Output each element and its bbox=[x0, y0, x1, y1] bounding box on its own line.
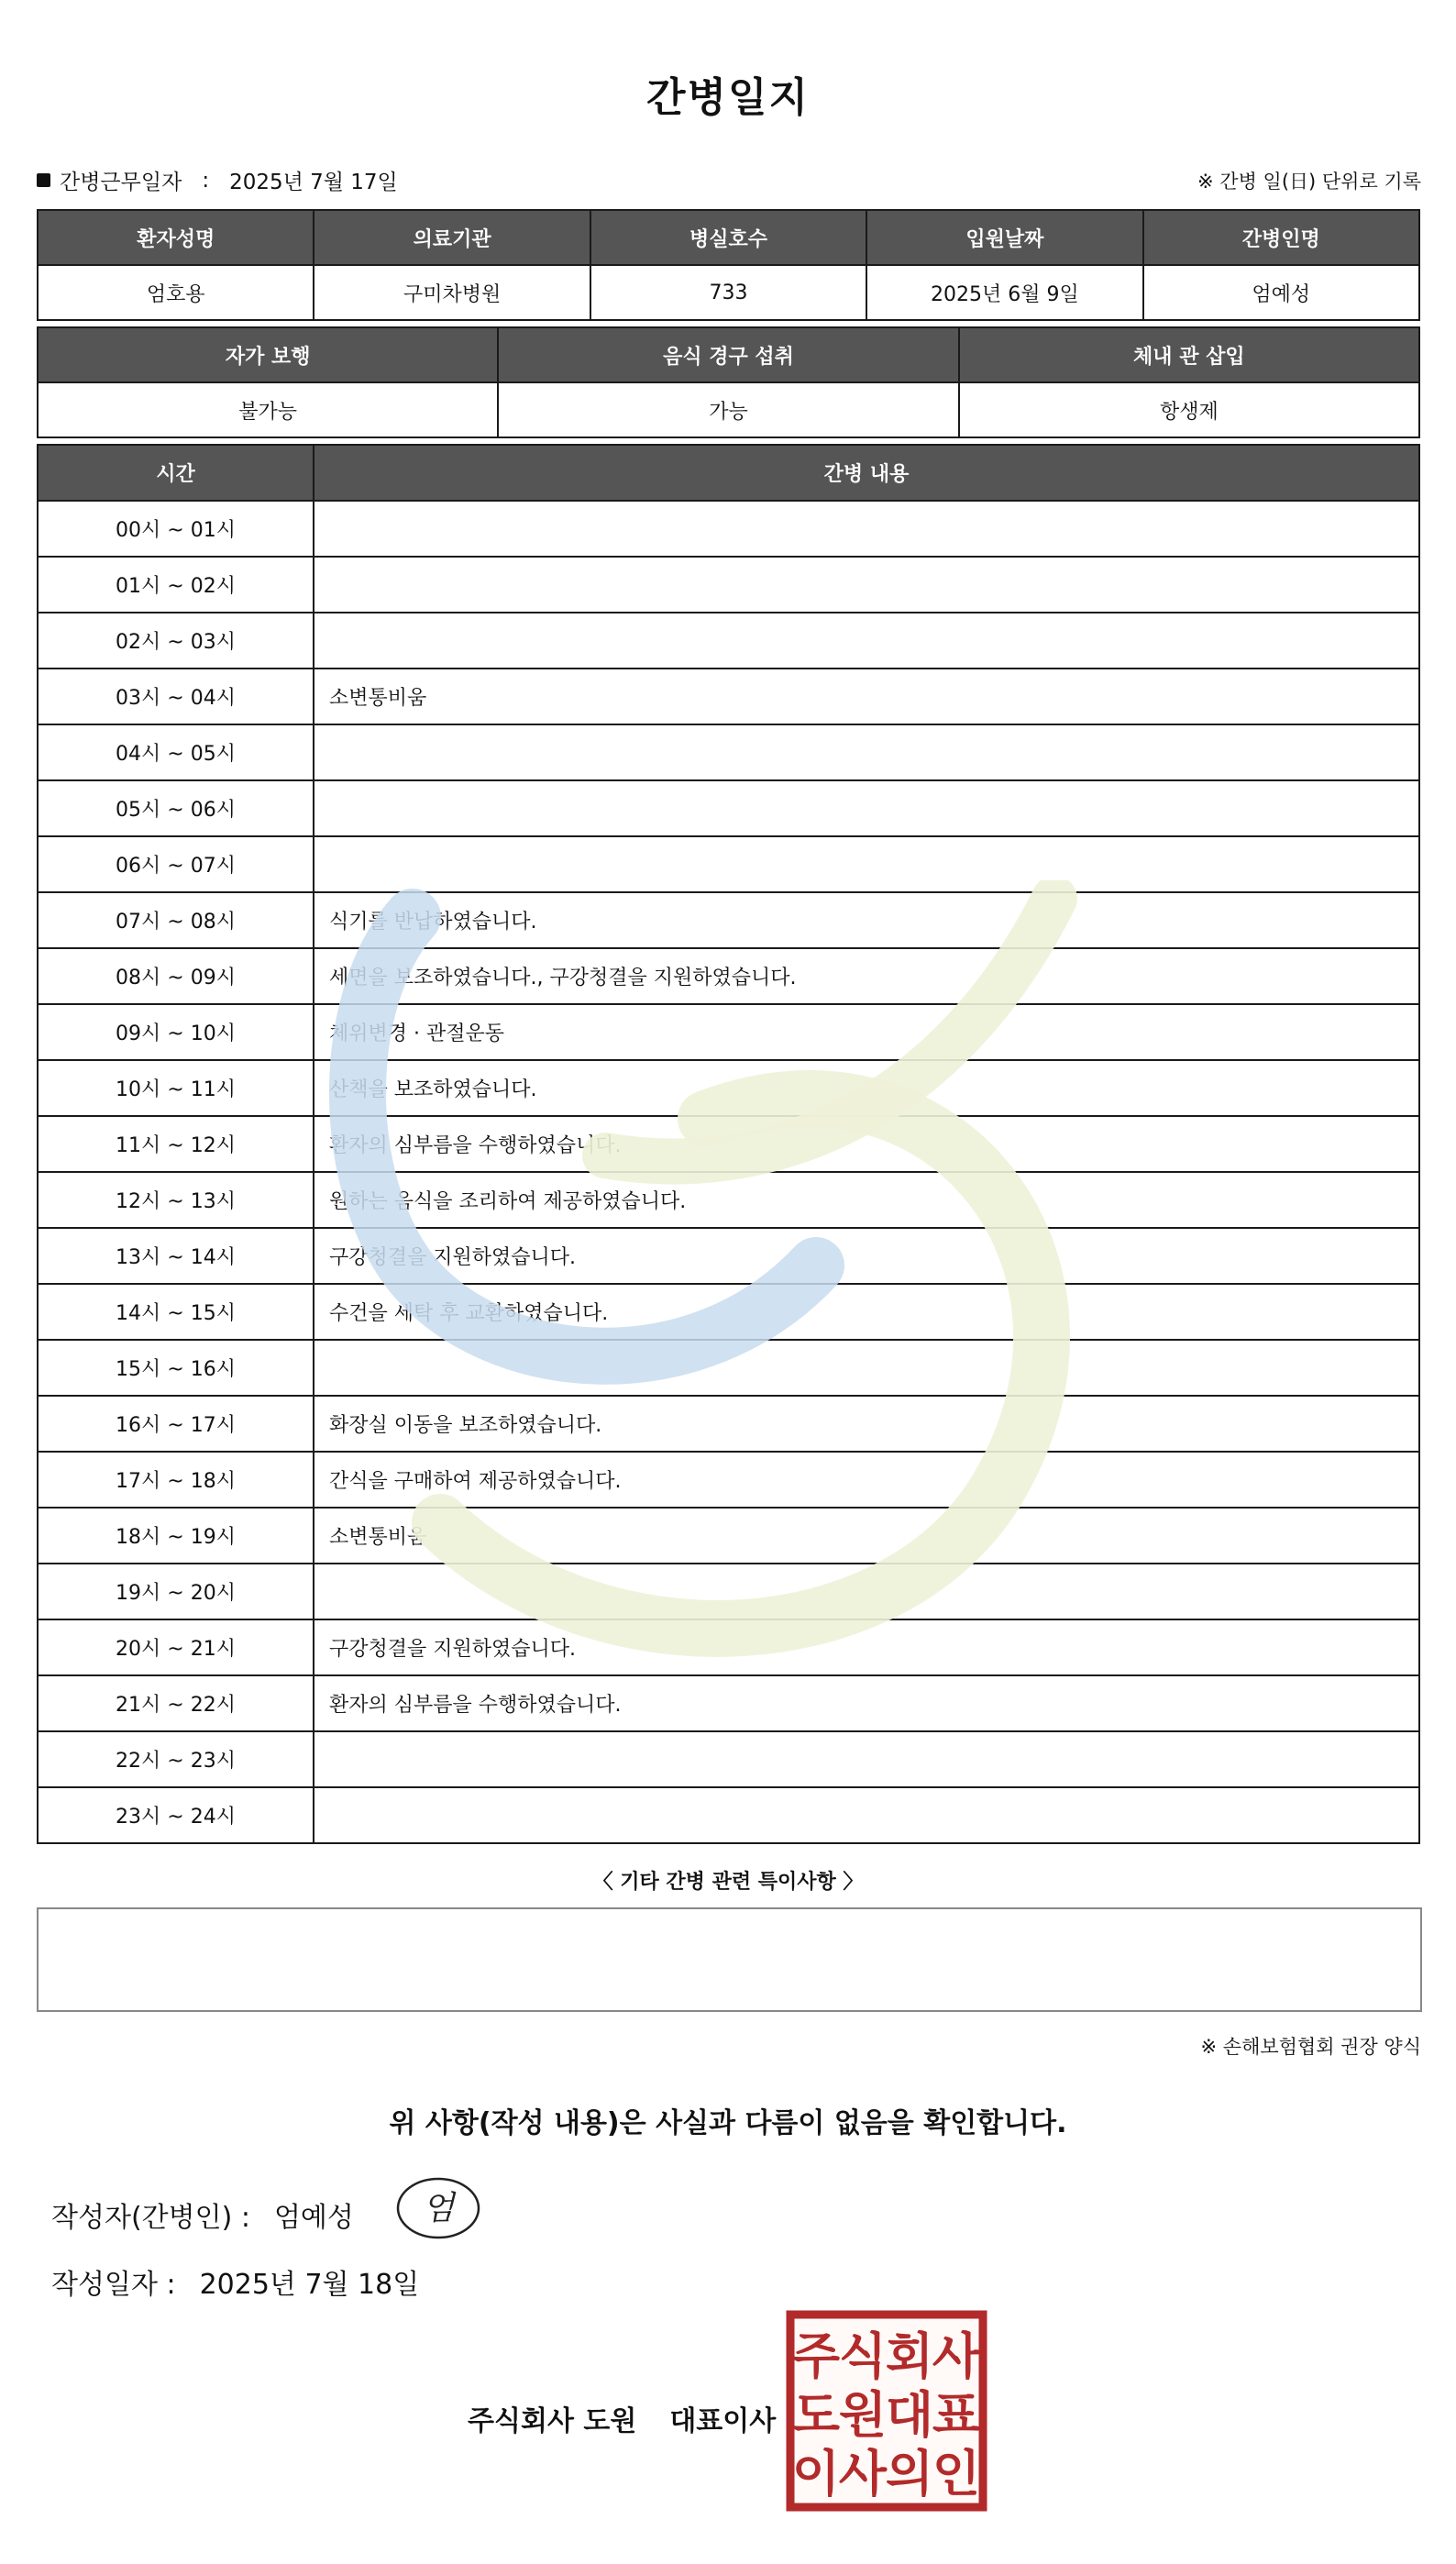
seal-character: 원 bbox=[838, 2386, 888, 2444]
table-row bbox=[38, 1731, 1419, 1787]
work-date-label: 간병근무일자 bbox=[60, 171, 182, 194]
care-content-cell bbox=[314, 613, 1419, 669]
time-cell: 06시 ~ 07시 bbox=[38, 836, 314, 892]
svg-text:엄: 엄 bbox=[422, 2190, 455, 2227]
time-cell: 22시 ~ 23시 bbox=[38, 1731, 314, 1787]
table-row bbox=[38, 1340, 1419, 1396]
table-row bbox=[38, 1116, 1419, 1172]
form-note: ※ 손해보험협회 권장 양식 bbox=[1200, 2036, 1421, 2058]
care-content-cell bbox=[314, 1564, 1419, 1619]
table-row bbox=[38, 1228, 1419, 1284]
care-content-cell: 구강청결을 지원하였습니다. bbox=[314, 1228, 1419, 1284]
tube-status: 항생제 bbox=[959, 382, 1419, 437]
seal-character: 의 bbox=[885, 2445, 934, 2503]
time-cell: 02시 ~ 03시 bbox=[38, 613, 314, 669]
table-row bbox=[38, 613, 1419, 669]
time-cell: 23시 ~ 24시 bbox=[38, 1787, 314, 1843]
company-line bbox=[468, 2398, 776, 2438]
work-date-colon: : bbox=[202, 168, 210, 193]
time-cell: 11시 ~ 12시 bbox=[38, 1116, 314, 1172]
time-cell: 19시 ~ 20시 bbox=[38, 1564, 314, 1619]
table-row bbox=[38, 265, 1419, 320]
writer-name: 엄예성 bbox=[273, 2202, 354, 2234]
table-row bbox=[38, 557, 1419, 613]
care-content-cell bbox=[314, 780, 1419, 836]
handwritten-signature bbox=[392, 2172, 493, 2245]
care-content-cell: 구강청결을 지원하였습니다. bbox=[314, 1619, 1419, 1675]
table-row bbox=[38, 1675, 1419, 1731]
header-room: 병실호수 bbox=[590, 210, 866, 265]
time-cell: 10시 ~ 11시 bbox=[38, 1060, 314, 1116]
writer-label: 작성자(간병인) : bbox=[51, 2202, 250, 2234]
time-cell: 17시 ~ 18시 bbox=[38, 1452, 314, 1508]
seal-character: 대 bbox=[885, 2386, 934, 2444]
table-row bbox=[38, 1060, 1419, 1116]
header-walking: 자가 보행 bbox=[38, 327, 498, 382]
written-date-line bbox=[51, 2261, 419, 2302]
header-hospital: 의료기관 bbox=[314, 210, 590, 265]
care-content-cell bbox=[314, 557, 1419, 613]
care-content-cell bbox=[314, 1787, 1419, 1843]
special-notes-title: 〈 기타 간병 관련 특이사항 〉 bbox=[592, 1871, 864, 1894]
table-row bbox=[38, 1564, 1419, 1619]
header-tube: 체내 관 삽입 bbox=[959, 327, 1419, 382]
time-cell: 20시 ~ 21시 bbox=[38, 1619, 314, 1675]
time-cell: 15시 ~ 16시 bbox=[38, 1340, 314, 1396]
header-time: 시간 bbox=[38, 445, 314, 501]
table-row bbox=[38, 1508, 1419, 1564]
page-title: 간병일지 bbox=[645, 74, 810, 121]
room-number: 733 bbox=[590, 265, 866, 320]
care-log-table bbox=[37, 444, 1420, 1844]
time-cell: 05시 ~ 06시 bbox=[38, 780, 314, 836]
table-row bbox=[38, 948, 1419, 1004]
table-row bbox=[38, 1396, 1419, 1452]
care-content-cell bbox=[314, 1731, 1419, 1787]
table-row bbox=[38, 1452, 1419, 1508]
table-row bbox=[38, 836, 1419, 892]
seal-character: 주 bbox=[791, 2327, 841, 2385]
header-oral-intake: 음식 경구 섭취 bbox=[498, 327, 958, 382]
caregiver-name: 엄예성 bbox=[1143, 265, 1419, 320]
table-header-row bbox=[38, 210, 1419, 265]
time-cell: 14시 ~ 15시 bbox=[38, 1284, 314, 1340]
care-content-cell: 간식을 구매하여 제공하였습니다. bbox=[314, 1452, 1419, 1508]
date-label: 작성일자 : bbox=[51, 2269, 176, 2301]
table-row bbox=[38, 382, 1419, 437]
time-cell: 09시 ~ 10시 bbox=[38, 1004, 314, 1060]
care-content-cell: 원하는 음식을 조리하여 제공하였습니다. bbox=[314, 1172, 1419, 1228]
company-seal-stamp bbox=[785, 2309, 988, 2513]
hospital-name: 구미차병원 bbox=[314, 265, 590, 320]
table-row bbox=[38, 724, 1419, 780]
time-cell: 12시 ~ 13시 bbox=[38, 1172, 314, 1228]
care-content-cell: 수건을 세탁 후 교환하였습니다. bbox=[314, 1284, 1419, 1340]
work-date-line bbox=[37, 165, 398, 195]
care-content-cell bbox=[314, 724, 1419, 780]
confirm-statement: 위 사항(작성 내용)은 사실과 다름이 없음을 확인합니다. bbox=[389, 2107, 1067, 2139]
table-header-row bbox=[38, 445, 1419, 501]
seal-character: 사 bbox=[838, 2445, 888, 2503]
work-date-value: 2025년 7월 17일 bbox=[229, 171, 398, 194]
header-caregiver: 간병인명 bbox=[1143, 210, 1419, 265]
care-content-cell bbox=[314, 1340, 1419, 1396]
patient-name: 엄호용 bbox=[38, 265, 314, 320]
care-content-cell bbox=[314, 501, 1419, 557]
care-content-cell: 소변통비움 bbox=[314, 1508, 1419, 1564]
care-content-cell: 세면을 보조하였습니다., 구강청결을 지원하였습니다. bbox=[314, 948, 1419, 1004]
header-patient-name: 환자성명 bbox=[38, 210, 314, 265]
care-content-cell bbox=[314, 836, 1419, 892]
time-cell: 08시 ~ 09시 bbox=[38, 948, 314, 1004]
bullet-square-icon bbox=[37, 173, 50, 187]
care-content-cell: 체위변경 · 관절운동 bbox=[314, 1004, 1419, 1060]
time-cell: 03시 ~ 04시 bbox=[38, 669, 314, 724]
time-cell: 07시 ~ 08시 bbox=[38, 892, 314, 948]
walking-status: 불가능 bbox=[38, 382, 498, 437]
seal-character: 표 bbox=[932, 2386, 981, 2444]
patient-status-table bbox=[37, 326, 1420, 438]
care-content-cell: 환자의 심부름을 수행하였습니다. bbox=[314, 1116, 1419, 1172]
seal-character: 이 bbox=[791, 2445, 841, 2503]
time-cell: 16시 ~ 17시 bbox=[38, 1396, 314, 1452]
seal-character: 식 bbox=[838, 2327, 888, 2385]
table-row bbox=[38, 892, 1419, 948]
date-value: 2025년 7월 18일 bbox=[199, 2269, 420, 2301]
table-row bbox=[38, 1787, 1419, 1843]
oral-intake-status: 가능 bbox=[498, 382, 958, 437]
care-content-cell: 화장실 이동을 보조하였습니다. bbox=[314, 1396, 1419, 1452]
care-content-cell: 산책을 보조하였습니다. bbox=[314, 1060, 1419, 1116]
seal-character: 도 bbox=[791, 2386, 841, 2444]
table-row bbox=[38, 1004, 1419, 1060]
time-cell: 18시 ~ 19시 bbox=[38, 1508, 314, 1564]
table-row bbox=[38, 780, 1419, 836]
company-name: 주식회사 도원 bbox=[468, 2405, 637, 2437]
time-cell: 21시 ~ 22시 bbox=[38, 1675, 314, 1731]
writer-line bbox=[51, 2194, 354, 2235]
patient-info-table bbox=[37, 209, 1420, 321]
seal-character: 사 bbox=[932, 2327, 981, 2385]
time-cell: 00시 ~ 01시 bbox=[38, 501, 314, 557]
admission-date: 2025년 6월 9일 bbox=[866, 265, 1142, 320]
unit-note: ※ 간병 일(日) 단위로 기록 bbox=[1197, 171, 1421, 193]
time-cell: 04시 ~ 05시 bbox=[38, 724, 314, 780]
seal-character: 회 bbox=[885, 2327, 934, 2385]
care-content-cell: 환자의 심부름을 수행하였습니다. bbox=[314, 1675, 1419, 1731]
company-representative: 대표이사 bbox=[669, 2405, 777, 2437]
header-care-content: 간병 내용 bbox=[314, 445, 1419, 501]
seal-character: 인 bbox=[932, 2445, 981, 2503]
time-cell: 13시 ~ 14시 bbox=[38, 1228, 314, 1284]
care-content-cell: 소변통비움 bbox=[314, 669, 1419, 724]
time-cell: 01시 ~ 02시 bbox=[38, 557, 314, 613]
table-row bbox=[38, 669, 1419, 724]
table-row bbox=[38, 1619, 1419, 1675]
table-row bbox=[38, 501, 1419, 557]
special-notes-box bbox=[37, 1907, 1422, 2012]
table-header-row bbox=[38, 327, 1419, 382]
care-content-cell: 식기를 반납하였습니다. bbox=[314, 892, 1419, 948]
table-row bbox=[38, 1284, 1419, 1340]
header-admission-date: 입원날짜 bbox=[866, 210, 1142, 265]
table-row bbox=[38, 1172, 1419, 1228]
